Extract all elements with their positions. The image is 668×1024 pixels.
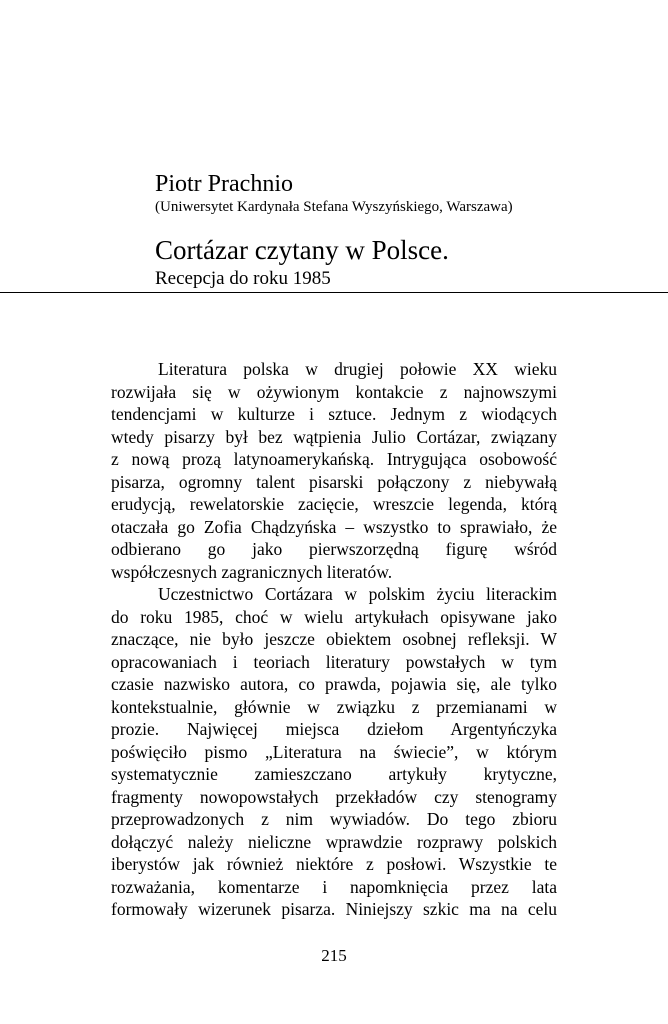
text-line: opracowaniach i teoriach literatury powstałych w tym — [111, 651, 557, 672]
body-text — [111, 358, 557, 921]
text-line: otaczała go Zofia Chądzyńska – wszystko to sprawiało, że — [111, 516, 557, 537]
text-line: prozie. Najwięcej miejsca dziełom Argentyńczyka — [111, 719, 557, 739]
article-title: Cortázar czytany w Polsce. — [155, 235, 449, 265]
page-number: 215 — [321, 946, 347, 965]
text-line: pisarza, ogromny talent pisarski połączony z niebywałą — [111, 471, 557, 492]
text-line: kontekstualnie, głównie w związku z przemianami w — [111, 696, 557, 717]
text-line: systematycznie zamieszczano artykuły krytyczne, — [111, 764, 557, 784]
header-rule — [0, 292, 668, 293]
text-line: rozważania, komentarze i napomknięcia przez lata — [111, 876, 557, 897]
text-line: przeprowadzonych z nim wywiadów. Do tego zbioru — [111, 809, 557, 829]
text-line: rozwijała się w ożywionym kontakcie z najnowszymi — [111, 381, 557, 402]
text-line: współczesnych zagranicznych literatów. — [111, 561, 393, 582]
author-affiliation: (Uniwersytet Kardynała Stefana Wyszyńskiego, Warszawa) — [155, 199, 513, 215]
text-line: erudycją, rewelatorskie zacięcie, wreszcie legenda, którą — [111, 494, 557, 514]
text-line: fragmenty nowopowstałych przekładów czy stenogramy — [111, 786, 557, 807]
text-line: tendencjami w kulturze i sztuce. Jednym z wiodących — [111, 404, 557, 424]
text-line: czasie nazwisko autora, co prawda, pojawia się, ale tylko — [111, 674, 557, 694]
text-line: odbierano go jako pierwszorzędną figurę wśród — [111, 539, 557, 559]
author-name: Piotr Prachnio — [155, 171, 293, 197]
text-line: z nową prozą latynoamerykańską. Intrygująca osobowość — [111, 449, 557, 469]
text-line: do roku 1985, choć w wielu artykułach opisywane jako — [111, 606, 557, 627]
text-line: wtedy pisarzy był bez wątpienia Julio Cortázar, związany — [111, 426, 557, 447]
article-subtitle: Recepcja do roku 1985 — [155, 268, 331, 289]
text-line: formowały wizerunek pisarza. Niniejszy szkic ma na celu — [111, 899, 557, 919]
text-line: poświęciło pismo „Literatura na świecie”, w którym — [111, 741, 557, 762]
text-line: dołączyć należy nieliczne wprawdzie rozprawy polskich — [111, 831, 557, 852]
text-line: iberystów jak również niektóre z posłowi. Wszystkie te — [111, 854, 557, 874]
text-line: znaczące, nie było jeszcze obiektem osobnej refleksji. W — [111, 629, 557, 649]
text-line: Literatura polska w drugiej połowie XX wieku — [158, 359, 557, 379]
text-line: Uczestnictwo Cortázara w polskim życiu literackim — [158, 584, 557, 604]
